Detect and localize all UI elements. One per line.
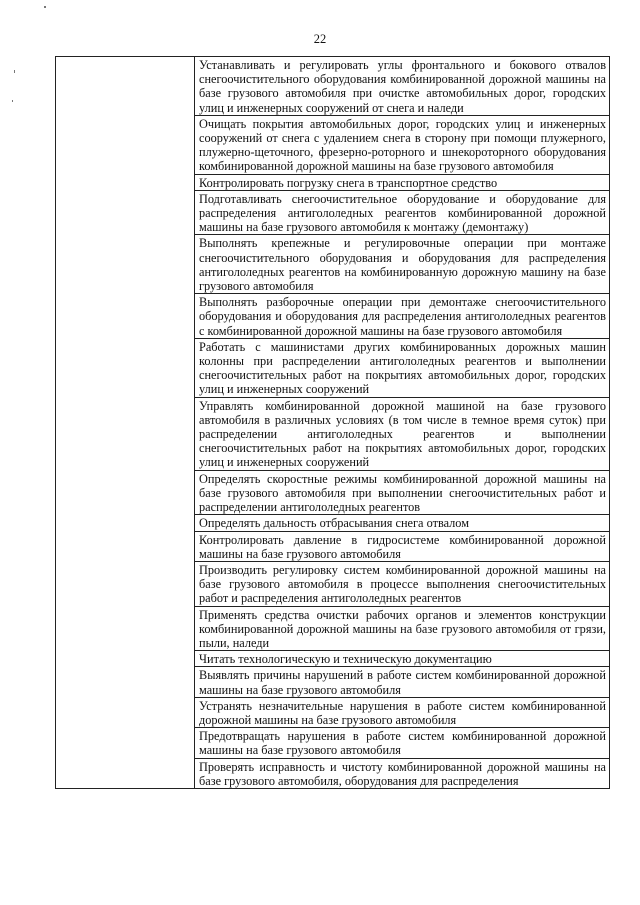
table-cell-text: Производить регулировку систем комбинированной дорожной машины на базе грузового автомобиля в процессе выполнения снегоочистительных работ и распределения антигололедных реагентов [199, 562, 606, 606]
table-cell-text: Контролировать давление в гидросистеме комбинированной дорожной машины на базе грузового автомобиля [199, 532, 606, 561]
table-cell-text: Контролировать погрузку снега в транспортное средство [199, 175, 498, 190]
scan-artifact-left-2 [12, 100, 13, 102]
table-cell-text: Выявлять причины нарушений в работе систем комбинированной дорожной машины на базе грузового автомобиля [199, 668, 606, 697]
table-cell [195, 57, 610, 116]
table-cell-text: Выполнять крепежные и регулировочные операции при монтаже снегоочистительного оборудования и оборудования для распределения антигололедных реагентов на комбинированную дорожную машину на базе грузового автомобиля [199, 236, 606, 294]
skills-table [55, 56, 610, 789]
table-row [56, 57, 610, 116]
table-cell [195, 531, 610, 561]
table-cell [195, 174, 610, 190]
scan-artifact-left-1 [14, 70, 15, 73]
table-cell [195, 235, 610, 294]
table-cell-text: Очищать покрытия автомобильных дорог, городских улиц и инженерных сооружений от снега с удалением снега в сторону при помощи плужерного, плужерно-щеточного, фрезерно-роторного и шнекороторного оборудования комбинированной дорожной машины на базе грузового автомобиля [199, 116, 606, 174]
table-cell-text: Применять средства очистки рабочих органов и элементов конструкции комбинированной дорожной машины на базе грузового автомобиля от грязи, пыли, наледи [199, 607, 606, 650]
table-cell [195, 338, 610, 397]
page-number: 22 [313, 32, 327, 46]
table-cell-text: Устранять незначительные нарушения в работе систем комбинированной дорожной машины на базе грузового автомобиля [199, 698, 606, 727]
table-cell [195, 115, 610, 174]
table-cell [195, 651, 610, 667]
table-cell-text: Управлять комбинированной дорожной машиной на базе грузового автомобиля в различных условиях (в том числе в темное время суток) при распределении антигололедных реагентов и выполнении снегоочистительных работ на покрытиях автомобильных дорог, городских улиц и инженерных сооружений [199, 398, 606, 470]
table-cell-text: Предотвращать нарушения в работе систем комбинированной дорожной машины на базе грузового автомобиля [199, 729, 606, 758]
table-cell-text: Подготавливать снегоочистительное оборудование и оборудование для распределения антигололедных реагентов комбинированной дорожной машины на базе грузового автомобиля к монтажу (демонтажу) [199, 191, 606, 235]
table-cell [195, 728, 610, 758]
table-cell-text: Работать с машинистами других комбинированных дорожных машин колонны при распределении антигололедных реагентов и выполнении снегоочистительных работ на покрытиях автомобильных дорог, городских улиц и инженерных сооружений [199, 339, 606, 397]
table-cell-text: Проверять исправность и чистоту комбинированной дорожной машины на базе грузового автомобиля, оборудования для распределения [199, 759, 606, 788]
scan-artifact-top-left [44, 6, 46, 8]
table-cell [195, 561, 610, 606]
table-cell [195, 515, 610, 531]
table-cell-text: Читать технологическую и техническую документацию [199, 652, 492, 667]
table-cell [195, 758, 610, 788]
table-cell [195, 294, 610, 339]
table-cell [195, 397, 610, 470]
table-cell-text: Устанавливать и регулировать углы фронтального и бокового отвалов снегоочистительного оборудования комбинированной дорожной машины на базе грузового автомобиля при очистке автомобильных дорог, городских улиц и инженерных сооружений от снега и наледи [199, 58, 606, 115]
table-cell [195, 667, 610, 697]
table-cell [195, 190, 610, 235]
table-left-cell [56, 57, 195, 789]
table-cell [195, 606, 610, 651]
table-cell [195, 470, 610, 515]
table-cell [195, 697, 610, 727]
table-cell-text: Определять скоростные режимы комбинированной дорожной машины на базе грузового автомобиля при выполнении снегоочистительных работ и распределении антигололедных реагентов [199, 471, 606, 515]
table-cell-text: Выполнять разборочные операции при демонтаже снегоочистительного оборудования и оборудования для распределения антигололедных реагентов с комбинированной дорожной машины на базе грузового автомобиля [199, 295, 606, 338]
table-cell-text: Определять дальность отбрасывания снега отвалом [199, 516, 469, 531]
